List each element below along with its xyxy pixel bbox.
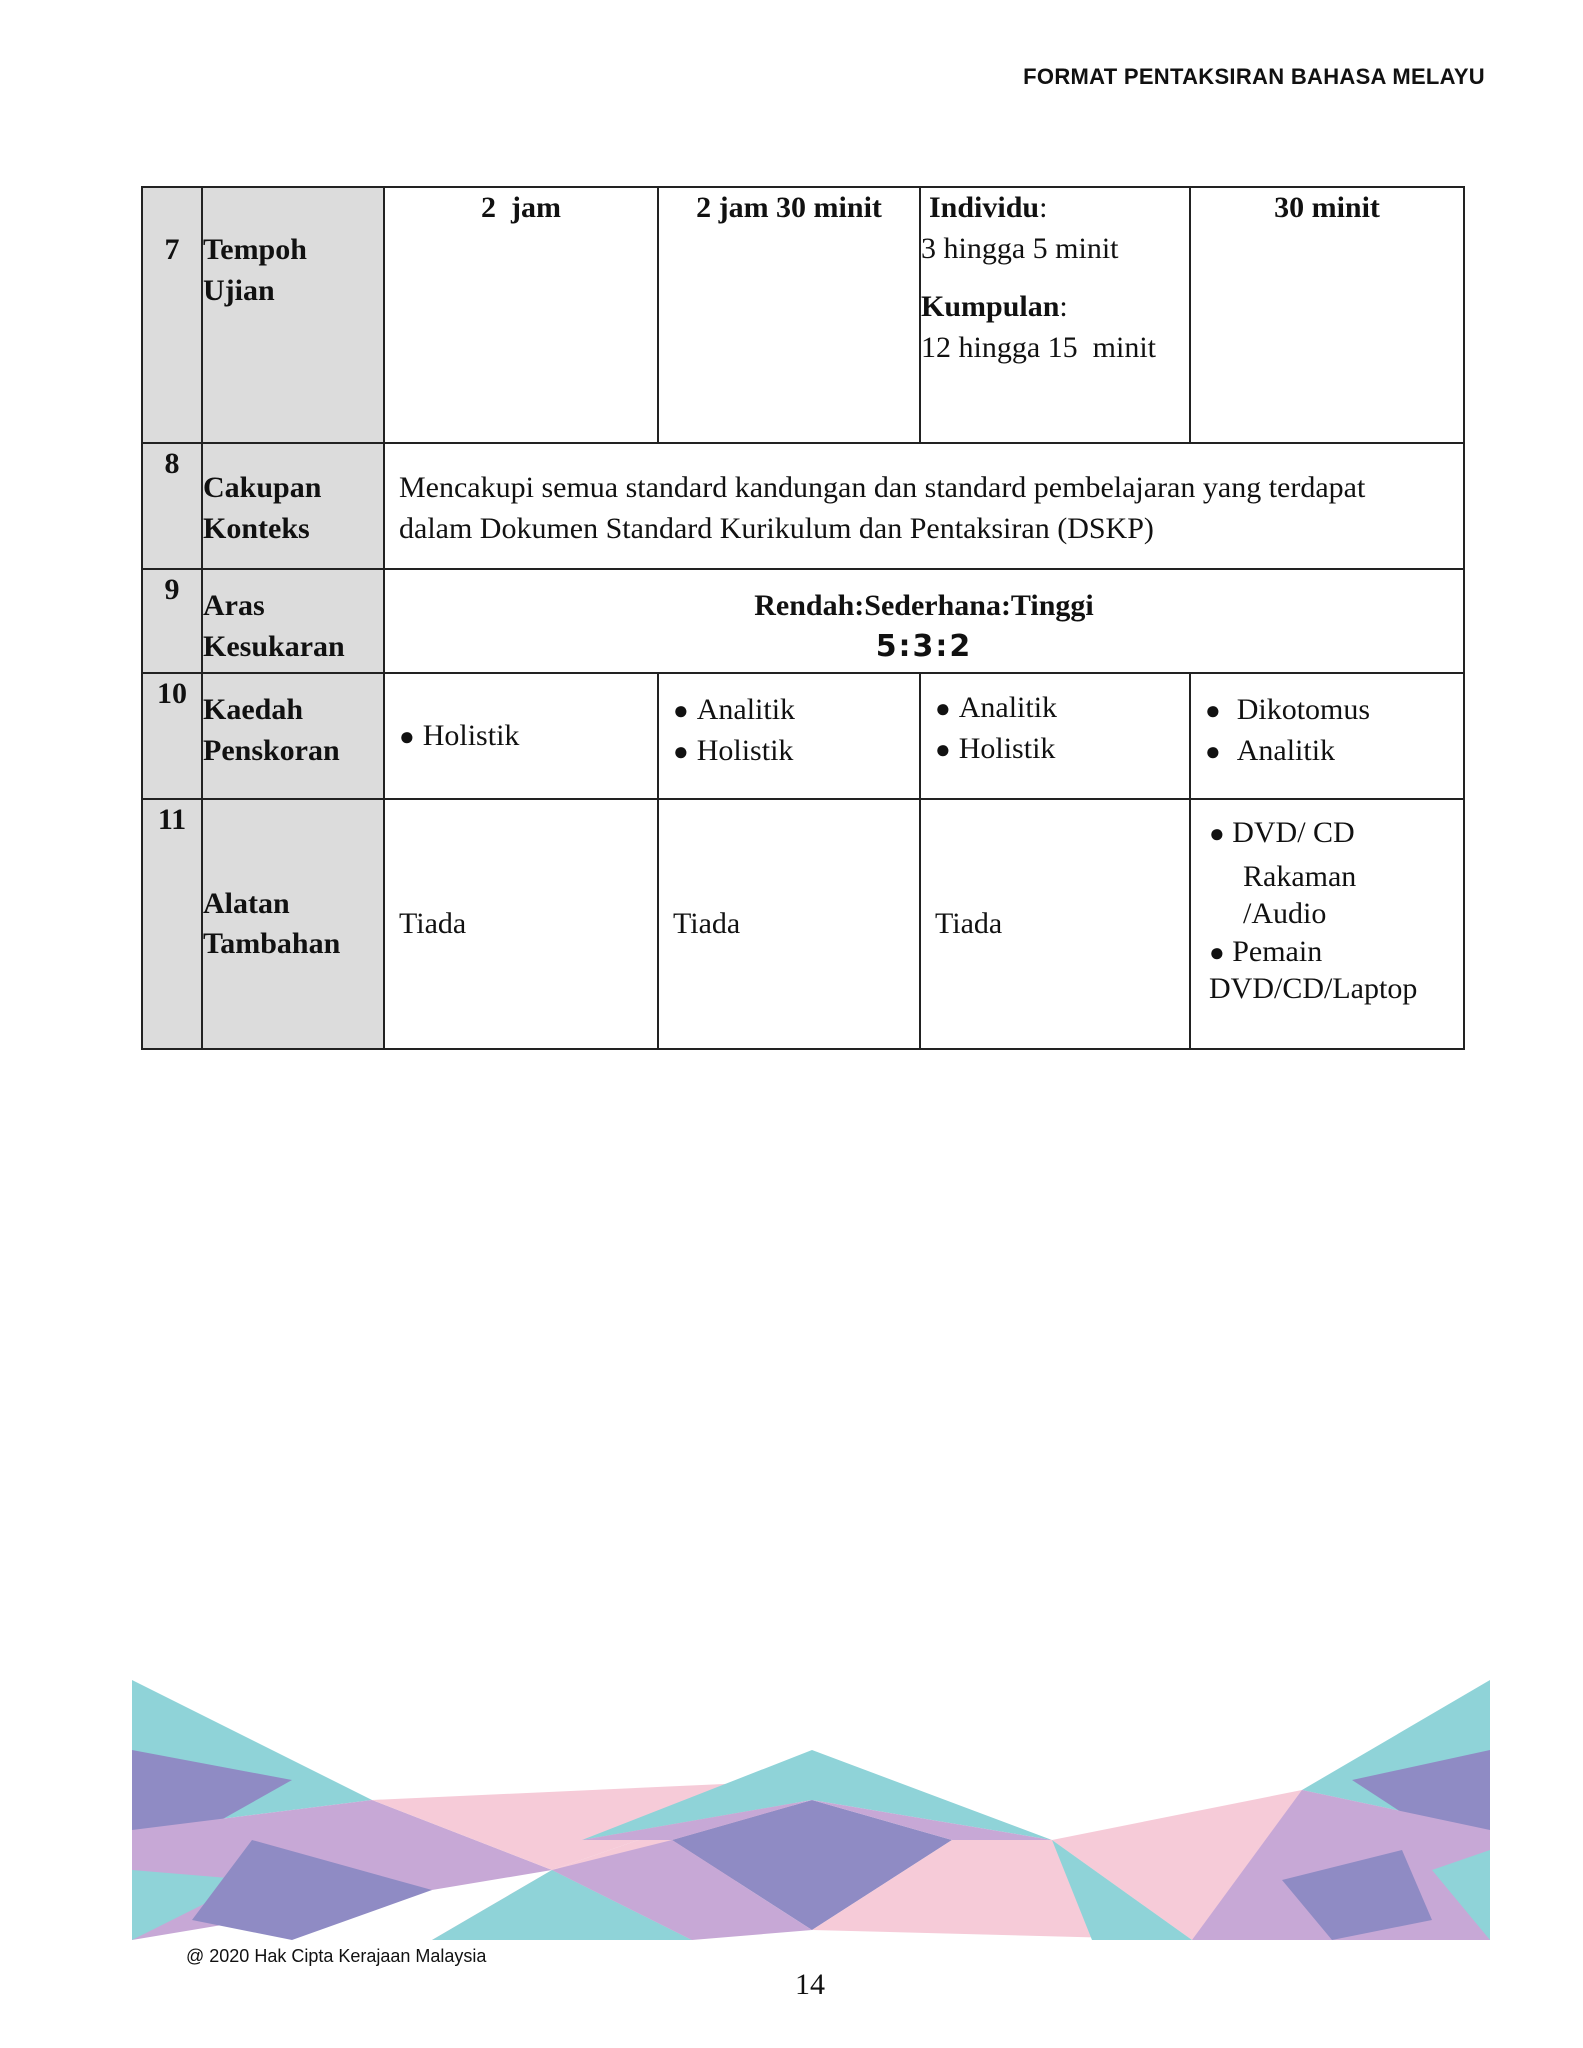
row-label-line: Cakupan <box>203 471 322 504</box>
row-number: 11 <box>142 799 202 1049</box>
row-label <box>202 443 384 569</box>
row-number: 10 <box>142 673 202 799</box>
list-item-continuation: Rakaman <box>1243 859 1357 893</box>
cell-duration <box>1190 187 1464 443</box>
cell-additional-tools: Tiada <box>920 799 1190 1049</box>
table-row-cakupan-konteks <box>142 443 1464 569</box>
row-label-line: Tambahan <box>203 927 341 960</box>
kumpulan-value: 12 hingga 15 minit <box>921 330 1156 364</box>
individu-value: 3 hingga 5 minit <box>921 231 1119 265</box>
row-label-line: Aras <box>203 589 265 622</box>
list-item: ● Analitik <box>935 688 1175 729</box>
row-label-line: Kaedah <box>203 693 304 726</box>
cell-text-line: dalam Dokumen Standard Kurikulum dan Pentaksiran (DSKP) <box>399 511 1154 545</box>
page-number: 14 <box>795 1968 825 2001</box>
cell-text: 30 minit <box>1274 191 1380 224</box>
row-label <box>202 799 384 1049</box>
cell-additional-tools: Tiada <box>384 799 658 1049</box>
cell-duration-speaking <box>920 187 1190 443</box>
cell-scoring-method <box>1190 673 1464 799</box>
list-item: ● Pemain <box>1209 934 1323 968</box>
list-item: ● Dikotomus <box>1205 690 1449 731</box>
cell-duration <box>658 187 920 443</box>
table-row-tempoh-ujian <box>142 187 1464 443</box>
assessment-format-table <box>141 186 1465 1050</box>
row-number: 8 <box>142 443 202 569</box>
list-item: ● Holistik <box>673 731 905 772</box>
individu-label: Individu: <box>929 191 1048 224</box>
row-label-line: Penskoran <box>203 733 340 767</box>
bullet-list <box>935 688 1175 769</box>
row-label <box>202 187 384 443</box>
cell-duration <box>384 187 658 443</box>
cell-text: 2 jam <box>481 191 561 224</box>
ratio-label: Rendah:Sederhana:Tinggi <box>754 589 1094 622</box>
list-item: ● Holistik <box>399 716 657 757</box>
list-item: ● DVD/ CD <box>1209 816 1355 849</box>
copyright-notice: @ 2020 Hak Cipta Kerajaan Malaysia <box>186 1946 487 1966</box>
cell-additional-tools <box>1190 799 1464 1049</box>
kumpulan-label: Kumpulan: <box>921 290 1068 323</box>
list-item: ● Holistik <box>935 729 1175 770</box>
table-row-aras-kesukaran <box>142 569 1464 673</box>
cell-text: 2 jam 30 minit <box>696 191 882 224</box>
bullet-list <box>673 690 905 771</box>
list-item-continuation: /Audio <box>1243 897 1327 930</box>
cell-context-coverage <box>384 443 1464 569</box>
page-header-title: FORMAT PENTAKSIRAN BAHASA MELAYU <box>1023 64 1485 89</box>
ratio-value: 5:3:2 <box>875 628 973 664</box>
bullet-list <box>1205 690 1449 771</box>
row-label-line: Konteks <box>203 511 310 545</box>
row-label-line: Kesukaran <box>203 629 345 663</box>
row-label-line: Alatan <box>203 886 290 920</box>
list-item: ● Analitik <box>1205 731 1449 772</box>
bullet-list <box>399 716 657 757</box>
cell-scoring-method <box>384 673 658 799</box>
row-label <box>202 569 384 673</box>
decorative-geometric-banner <box>132 1680 1490 1940</box>
cell-additional-tools: Tiada <box>658 799 920 1049</box>
row-label-line: Ujian <box>203 273 275 307</box>
row-label-line: Tempoh <box>203 233 307 266</box>
row-label <box>202 673 384 799</box>
cell-difficulty-ratio <box>384 569 1464 673</box>
table-row-alatan-tambahan <box>142 799 1464 1049</box>
cell-scoring-method <box>658 673 920 799</box>
list-item-continuation: DVD/CD/Laptop <box>1209 972 1418 1005</box>
cell-scoring-method <box>920 673 1190 799</box>
row-number: 9 <box>142 569 202 673</box>
list-item: ● Analitik <box>673 690 905 731</box>
row-number: 7 <box>142 187 202 443</box>
cell-text-line: Mencakupi semua standard kandungan dan standard pembelajaran yang terdapat <box>399 471 1366 504</box>
table-row-kaedah-penskoran <box>142 673 1464 799</box>
